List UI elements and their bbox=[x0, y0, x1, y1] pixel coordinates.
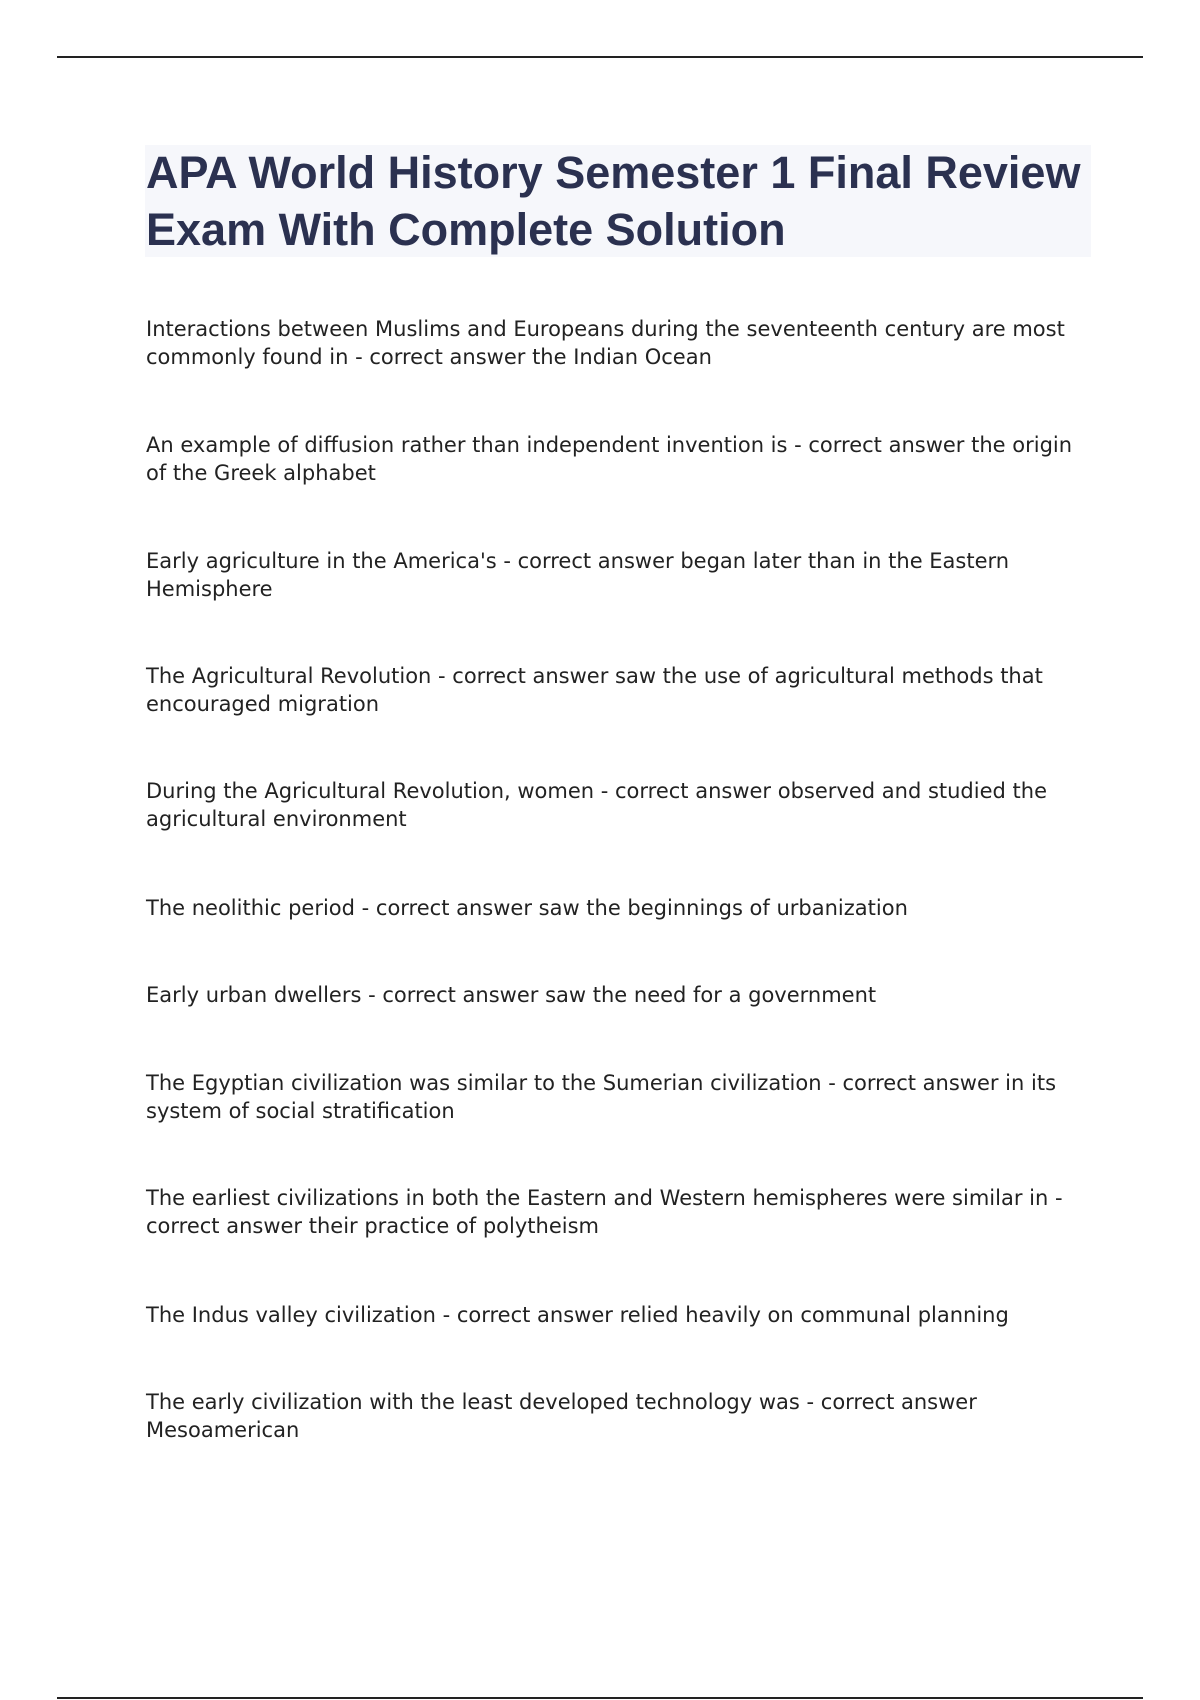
qa-item-11: The early civilization with the least developed technology was - correct answer Mesoamerican bbox=[146, 1390, 977, 1442]
title-banner bbox=[145, 145, 1091, 257]
qa-item-6: The neolithic period - correct answer saw the beginnings of urbanization bbox=[146, 896, 908, 920]
qa-item-4: The Agricultural Revolution - correct answer saw the use of agricultural methods that encouraged migration bbox=[146, 664, 1043, 716]
bottom-divider bbox=[57, 1697, 1143, 1699]
qa-item-3: Early agriculture in the America's - correct answer began later than in the Eastern Hemisphere bbox=[146, 549, 1010, 601]
top-divider bbox=[57, 56, 1143, 58]
qa-item-7: Early urban dwellers - correct answer saw the need for a government bbox=[146, 983, 877, 1007]
qa-item-8: The Egyptian civilization was similar to the Sumerian civilization - correct answer in its system of social stratification bbox=[146, 1071, 1057, 1123]
page-title: APA World History Semester 1 Final Review Exam With Complete Solution bbox=[146, 147, 1081, 255]
qa-item-2: An example of diffusion rather than independent invention is - correct answer the origin of the Greek alphabet bbox=[146, 433, 1073, 485]
qa-item-1: Interactions between Muslims and Europeans during the seventeenth century are most commonly found in - correct answer the Indian Ocean bbox=[146, 317, 1065, 369]
qa-item-5: During the Agricultural Revolution, women - correct answer observed and studied the agricultural environment bbox=[146, 779, 1047, 831]
qa-item-10: The Indus valley civilization - correct answer relied heavily on communal planning bbox=[146, 1303, 1009, 1327]
qa-item-9: The earliest civilizations in both the Eastern and Western hemispheres were similar in - correct answer their practice of polytheism bbox=[146, 1186, 1063, 1238]
